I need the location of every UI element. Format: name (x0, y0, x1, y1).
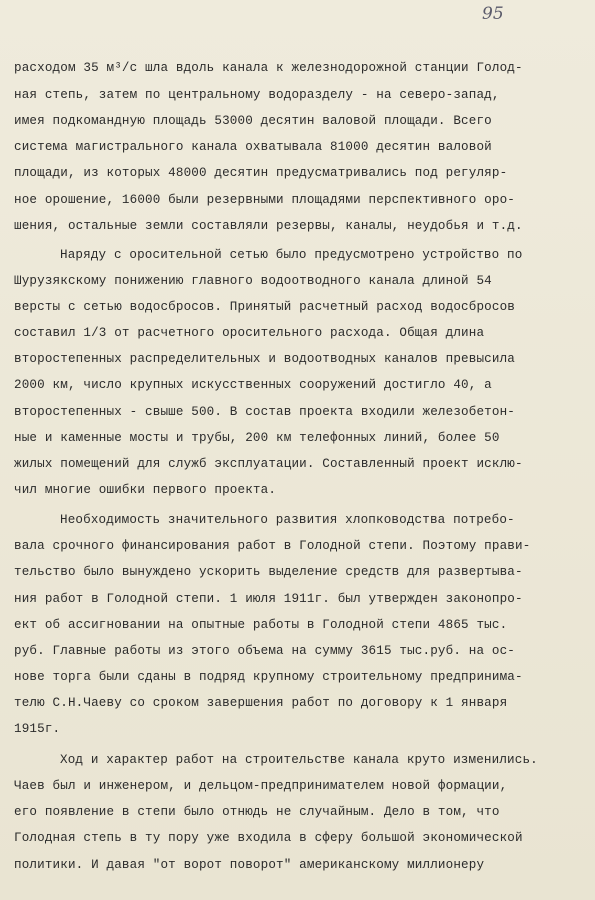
text-line: ные и каменные мосты и трубы, 200 км телефонных линий, более 50 (14, 431, 500, 445)
text-line: площади, из которых 48000 десятин предусматривались под регуляр- (14, 166, 508, 180)
text-line: 1915г. (14, 722, 61, 736)
paragraph-first-line: Ход и характер работ на строительстве канала круто изменились. (60, 753, 538, 767)
text-line: шения, остальные земли составляли резервы, каналы, неудобья и т.д. (14, 219, 523, 233)
text-line: нове торга были сданы в подряд крупному строительному предпринима- (14, 670, 523, 684)
text-line: политики. И давая "от ворот поворот" американскому миллионеру (14, 858, 485, 872)
text-line: расходом 35 м³/с шла вдоль канала к железнодорожной станции Голод- (14, 61, 523, 75)
text-line: Чаев был и инженером, и дельцом-предпринимателем новой формации, (14, 779, 508, 793)
paragraph-first-line: Необходимость значительного развития хлопководства потребо- (60, 513, 515, 527)
text-line: телю С.Н.Чаеву со сроком завершения работ по договору к 1 января (14, 696, 508, 710)
text-line: его появление в степи было отнюдь не случайным. Дело в том, что (14, 805, 500, 819)
text-line: вала срочного финансирования работ в Голодной степи. Поэтому прави- (14, 539, 531, 553)
text-line: Голодная степь в ту пору уже входила в сферу большой экономической (14, 831, 523, 845)
text-line: имея подкомандную площадь 53000 десятин валовой площади. Всего (14, 114, 492, 128)
text-line: составил 1/3 от расчетного оросительного расхода. Общая длина (14, 326, 485, 340)
text-line: ния работ в Голодной степи. 1 июля 1911г. был утвержден законопро- (14, 592, 523, 606)
page-number: 95 (482, 4, 504, 24)
text-line: жилых помещений для служб эксплуатации. Составленный проект исклю- (14, 457, 523, 471)
text-line: 2000 км, число крупных искусственных сооружений достигло 40, а (14, 378, 492, 392)
text-line: тельство было вынуждено ускорить выделение средств для развертыва- (14, 565, 523, 579)
text-line: ная степь, затем по центральному водоразделу - на северо-запад, (14, 88, 500, 102)
text-line: ное орошение, 16000 были резервными площадями перспективного оро- (14, 193, 515, 207)
text-line: руб. Главные работы из этого объема на сумму 3615 тыс.руб. на ос- (14, 644, 515, 658)
text-line: версты с сетью водосбросов. Принятый расчетный расход водосбросов (14, 300, 515, 314)
text-line: второстепенных - свыше 500. В состав проекта входили железобетон- (14, 405, 515, 419)
text-line: второстепенных распределительных и водоотводных каналов превысила (14, 352, 515, 366)
text-line: ект об ассигновании на опытные работы в Голодной степи 4865 тыс. (14, 618, 508, 632)
text-line: чил многие ошибки первого проекта. (14, 483, 277, 497)
text-line: Шурузякскому понижению главного водоотводного канала длиной 54 (14, 274, 492, 288)
text-line: система магистрального канала охватывала 81000 десятин валовой (14, 140, 492, 154)
paragraph-first-line: Наряду с оросительной сетью было предусмотрено устройство по (60, 248, 523, 262)
